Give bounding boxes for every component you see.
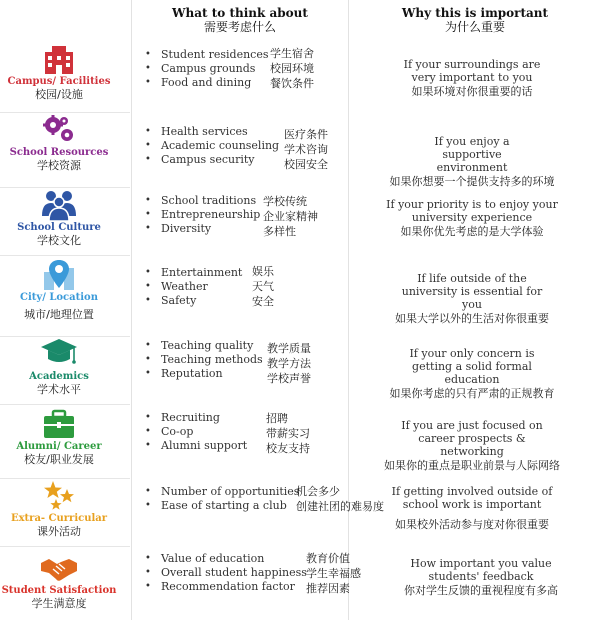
reason-cell-zh [352,517,592,532]
item-list [143,194,260,236]
list-item-zh: 学术咨询 [284,143,328,156]
list-item: • Entrepreneurship [143,208,260,222]
what-header-en: What to think about [172,6,308,20]
building-icon [39,42,79,76]
reason-cell [352,419,592,473]
reason-cell [372,557,590,598]
reason-cell [352,135,592,189]
category-school-culture [0,188,118,248]
what-header [150,6,330,35]
list-item-zh: 教学质量 [267,342,311,355]
list-item: • Reputation [143,367,263,381]
item-list-zh [270,46,314,91]
list-item: • Recommendation factor [143,580,307,594]
list-item-zh: 企业家精神 [263,210,318,223]
category-label-en: Campus/ Facilities [7,76,111,87]
list-item: • Safety [143,294,242,308]
item-list-zh [306,551,361,596]
row-school-resources [0,113,592,187]
list-item: • Co-op [143,425,247,439]
item-list-zh [263,194,318,239]
handshake-icon [39,551,79,585]
list-item: • Campus grounds [143,62,268,76]
list-item-zh: 学校声誉 [267,372,311,385]
category-academics [0,337,118,397]
why-header [380,6,570,35]
why-header-zh: 为什么重要 [444,20,505,34]
list-item: • Teaching methods [143,353,263,367]
reason-en: If your surroundings are very important to you [403,58,541,84]
category-label-zh: 校友/职业发展 [24,453,94,466]
category-alumni-career [0,407,118,467]
list-item-zh: 校园安全 [284,158,328,171]
row-extra-curricular [0,479,592,545]
category-label-zh: 城市/地理位置 [24,308,94,321]
reason-en: If you enjoy a supportive environment [434,135,510,174]
item-list-zh [267,341,311,386]
list-item-zh: 校友支持 [266,442,310,455]
category-school-resources [0,113,118,173]
list-item-zh: 学生幸福感 [306,567,361,580]
reason-zh: 如果校外活动参与度对你很重要 [395,518,549,531]
category-label-en: Alumni/ Career [16,441,102,452]
category-label-zh: 学术水平 [37,383,81,396]
reason-en: If life outside of the university is essential for you [401,272,543,311]
reason-cell [372,485,572,511]
why-header-en: Why this is important [401,6,549,20]
list-item-zh: 天气 [252,280,274,293]
reason-en: How important you value students' feedback [410,557,552,583]
category-label-en: Extra- Curricular [10,513,108,524]
category-label-zh: 课外活动 [37,525,81,538]
list-item: • Teaching quality [143,339,263,353]
list-item: • Number of opportunities [143,485,299,499]
map-pin-icon [39,258,79,292]
item-list [143,485,299,513]
item-list-zh [284,127,328,172]
row-campus-facilities [0,40,592,110]
item-list-zh-0 [296,484,340,499]
category-label-en: Student Satisfaction [1,585,117,596]
list-item: • Entertainment [143,266,242,280]
list-item-zh: 创建社团的难易度 [296,500,384,513]
item-list-zh [266,411,310,456]
reason-cell [352,347,592,401]
list-item: • Ease of starting a club [143,499,299,513]
list-item: • Academic counseling [143,139,279,153]
category-label-zh: 学生满意度 [31,597,87,610]
list-item-zh: 安全 [252,295,274,308]
reason-en: If your only concern is getting a solid formal education [409,347,535,386]
category-campus-facilities [0,42,118,102]
category-label-en: Academics [29,371,89,382]
reason-zh: 你对学生反馈的重视程度有多高 [404,584,558,597]
row-alumni-career [0,405,592,477]
list-item: • Alumni support [143,439,247,453]
list-item: • Health services [143,125,279,139]
list-item-zh: 推荐因素 [306,582,350,595]
category-label-en: City/ Location [20,292,98,303]
item-list [143,266,242,308]
briefcase-icon [39,407,79,441]
category-student-satisfaction [0,551,118,611]
reason-zh: 如果你优先考虑的是大学体验 [400,225,544,238]
list-item: • Recruiting [143,411,247,425]
graduation-cap-icon [39,337,79,371]
list-item: • Overall student happiness [143,566,307,580]
row-academics [0,337,592,403]
reason-zh: 如果你的重点是职业前景与人际网络 [384,459,560,472]
category-city-location [0,258,118,322]
item-list [143,339,263,381]
list-item-zh: 带薪实习 [266,427,310,440]
category-label-zh: 学校资源 [37,159,81,172]
item-list [143,552,307,594]
reason-zh: 如果你考虑的只有严肃的正规教育 [389,387,555,400]
list-item-zh: 医疗条件 [284,128,328,141]
list-item-zh: 校园环境 [270,62,314,75]
list-item-zh: 教学方法 [267,357,311,370]
list-item: • Weather [143,280,242,294]
row-city-location [0,256,592,334]
people-icon [39,188,79,222]
item-list [143,48,268,90]
what-header-zh: 需要考虑什么 [203,20,276,34]
list-item-zh: 教育价值 [306,552,350,565]
list-item-zh: 娱乐 [252,265,274,278]
reason-cell [352,198,592,239]
list-item: • Value of education [143,552,307,566]
list-item: • Diversity [143,222,260,236]
category-label-zh: 校园/设施 [35,88,83,101]
list-item-zh: 餐饮条件 [270,77,314,90]
row-student-satisfaction [0,547,592,623]
list-item-zh: 学生宿舍 [270,47,314,60]
category-label-en: School Resources [9,147,109,158]
item-list [143,125,279,167]
reason-en: If getting involved outside of school work is important [391,485,553,511]
stars-icon [39,479,79,513]
reason-en: If you are just focused on career prospects & networking [401,419,543,458]
list-item: • Student residences [143,48,268,62]
item-list [143,411,247,453]
reason-zh: 如果你想要一个提供支持多的环境 [389,175,555,188]
list-item: • School traditions [143,194,260,208]
reason-cell [352,272,592,326]
category-label-zh: 学校文化 [37,234,81,247]
list-item: • Campus security [143,153,279,167]
category-extra-curricular [0,479,118,539]
list-item-zh: 招聘 [266,412,288,425]
row-school-culture [0,188,592,254]
category-label-en: School Culture [17,222,101,233]
list-item-zh: 机会多少 [296,485,340,498]
reason-zh: 如果环境对你很重要的话 [411,85,533,98]
reason-cell [352,58,592,99]
reason-en: If your priority is to enjoy your university experience [386,198,558,224]
list-item-zh: 学校传统 [263,195,307,208]
item-list-zh [252,264,274,309]
reason-zh: 如果大学以外的生活对你很重要 [395,312,549,325]
gears-icon [39,113,79,147]
list-item: • Food and dining [143,76,268,90]
item-list-zh-1 [296,499,384,514]
list-item-zh: 多样性 [263,225,296,238]
